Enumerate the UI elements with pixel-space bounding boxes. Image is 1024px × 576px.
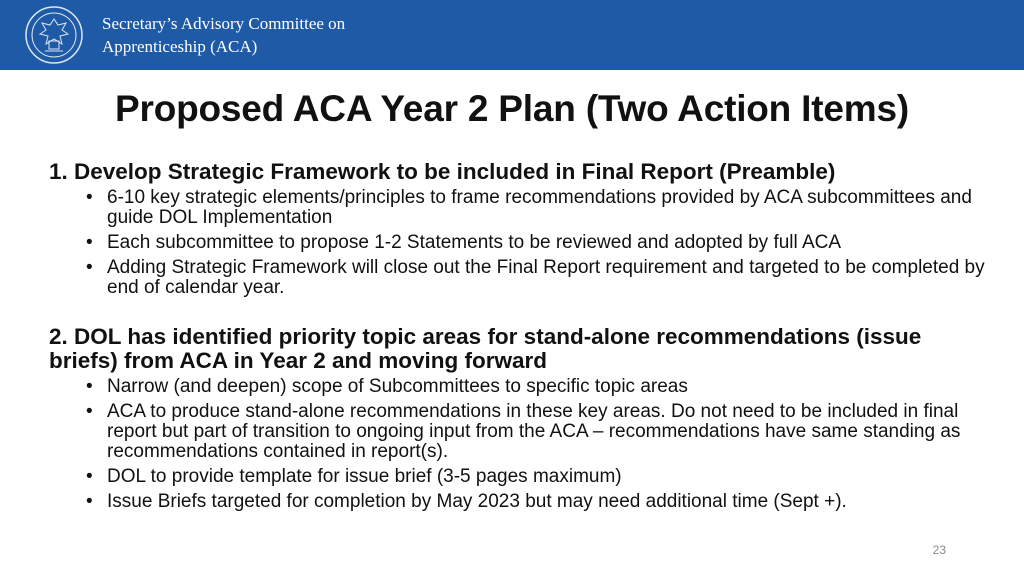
page-number: 23 [932,543,946,557]
committee-name [102,12,345,58]
section-strategic-framework [49,160,989,298]
department-of-labor-seal-icon [24,5,84,65]
section-heading: 1. Develop Strategic Framework to be included in Final Report (Preamble) [49,159,836,184]
slide-title: Proposed ACA Year 2 Plan (Two Action Items) [115,88,909,129]
committee-name-line1: Secretary’s Advisory Committee on [102,14,346,33]
bullet-list [49,188,989,298]
bullet-item: • Issue Briefs targeted for completion by May 2023 but may need additional time (Sept +). [49,492,989,512]
committee-name-line2: Apprenticeship (ACA) [102,37,258,56]
bullet-item: • ACA to produce stand-alone recommendations in these key areas. Do not need to be included in final report but part of transition to ongoing input from the ACA – recommendations have same standing as recommendations contained in report(s). [49,402,989,462]
section-priority-topics [49,325,989,512]
slide-content [49,160,989,517]
section-heading: 2. DOL has identified priority topic areas for stand-alone recommendations (issue briefs) from ACA in Year 2 and moving forward [49,324,922,373]
bullet-list [49,377,989,512]
header-banner [0,0,1024,70]
bullet-item: • Each subcommittee to propose 1-2 Statements to be reviewed and adopted by full ACA [49,233,989,253]
bullet-item: • Adding Strategic Framework will close out the Final Report requirement and targeted to be completed by end of calendar year. [49,258,989,298]
bullet-item: • Narrow (and deepen) scope of Subcommittees to specific topic areas [49,377,989,397]
bullet-item: • 6-10 key strategic elements/principles to frame recommendations provided by ACA subcommittees and guide DOL Implementation [49,188,989,228]
bullet-item: • DOL to provide template for issue brief (3-5 pages maximum) [49,467,989,487]
